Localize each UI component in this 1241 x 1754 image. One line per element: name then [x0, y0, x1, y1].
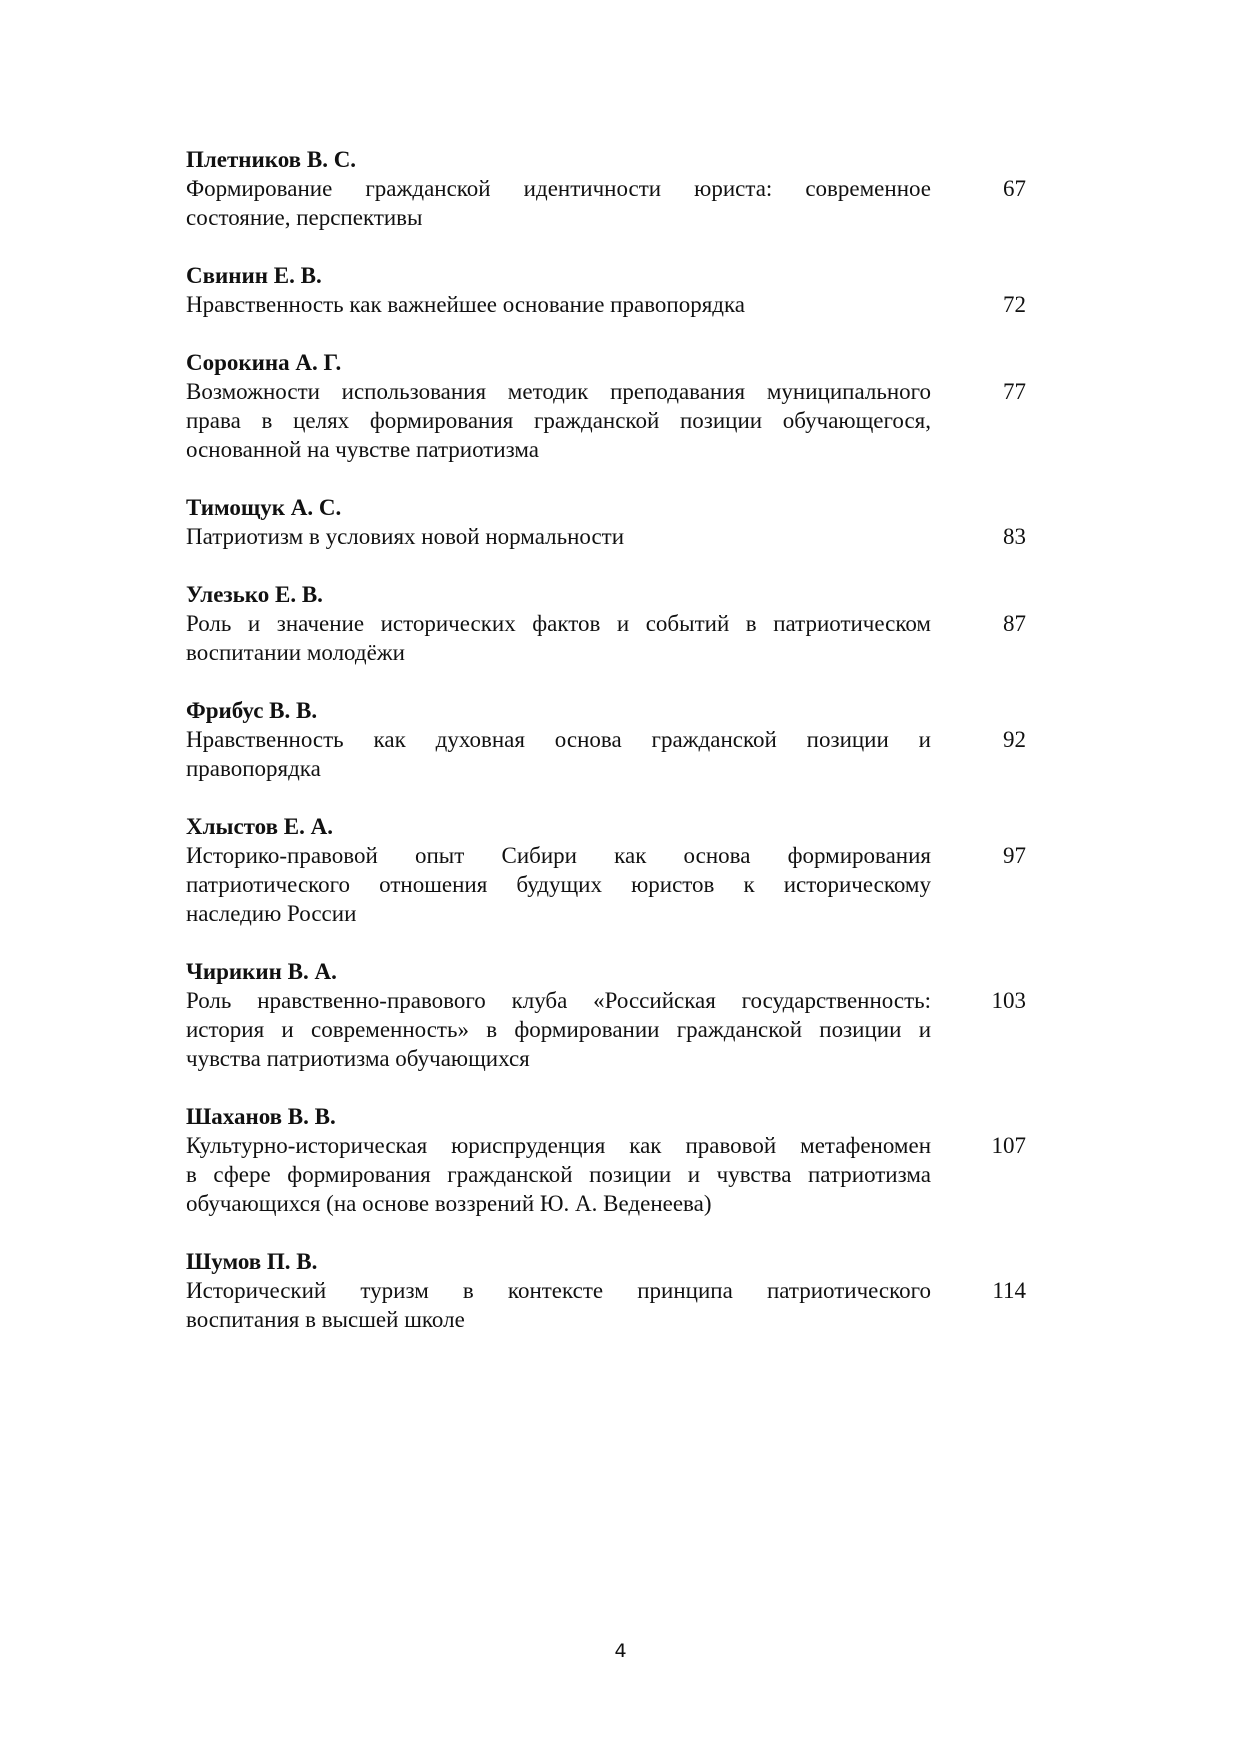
toc-entry-row [186, 986, 1026, 1073]
toc-entry-author: Сорокина А. Г. [186, 350, 342, 375]
toc-entry-page: 67 [1003, 176, 1026, 201]
toc-entry-title [186, 290, 931, 319]
toc-entry-title [186, 377, 931, 464]
toc-entry-row [186, 1131, 1026, 1218]
toc-entry-title [186, 174, 931, 232]
toc-entry-author: Шаханов В. В. [186, 1104, 336, 1129]
toc-entry-title-line: наследию России [186, 901, 357, 926]
toc-entry-title-line: в сфере формирования гражданской позиции и чувства патриотизма [186, 1162, 931, 1187]
toc-entry-page: 87 [1003, 611, 1026, 636]
toc-entry [186, 957, 1026, 1073]
toc-entry-row [186, 609, 1026, 667]
toc-entry-row [186, 841, 1026, 928]
toc-entry [186, 493, 1026, 551]
toc-entry [186, 145, 1026, 232]
table-of-contents [186, 145, 1026, 1363]
toc-entry-page: 103 [991, 988, 1026, 1013]
toc-entry-title-line: Нравственность как духовная основа гражданской позиции и [186, 727, 931, 752]
toc-entry [186, 812, 1026, 928]
toc-entry-title-line: воспитании молодёжи [186, 640, 405, 665]
toc-entry-page: 77 [1003, 379, 1026, 404]
toc-entry-title-line: Нравственность как важнейшее основание правопорядка [186, 292, 746, 317]
toc-entry-title-line: права в целях формирования гражданской позиции обучающегося, [186, 408, 931, 433]
toc-entry-author: Плетников В. С. [186, 147, 357, 172]
toc-entry-title-line: воспитания в высшей школе [186, 1307, 465, 1332]
toc-entry-title-line: правопорядка [186, 756, 321, 781]
toc-entry-title-line: патриотического отношения будущих юристов к историческому [186, 872, 931, 897]
toc-entry-author: Улезько Е. В. [186, 582, 323, 607]
toc-entry-page: 92 [1003, 727, 1026, 752]
page-number: 4 [614, 1640, 627, 1662]
toc-entry [186, 348, 1026, 464]
toc-entry-row [186, 377, 1026, 464]
toc-entry-title-line: Роль нравственно-правового клуба «Российская государственность: [186, 988, 931, 1013]
toc-entry-title [186, 609, 931, 667]
toc-entry-title-line: Формирование гражданской идентичности юриста: современное [186, 176, 931, 201]
toc-entry-title-line: состояние, перспективы [186, 205, 423, 230]
toc-entry [186, 261, 1026, 319]
toc-entry-title [186, 841, 931, 928]
toc-entry-title [186, 725, 931, 783]
toc-entry [186, 580, 1026, 667]
toc-entry-title-line: Культурно-историческая юриспруденция как правовой метафеномен [186, 1133, 931, 1158]
toc-entry-page: 114 [992, 1278, 1026, 1303]
toc-entry-author: Чирикин В. А. [186, 959, 337, 984]
toc-entry-title-line: Исторический туризм в контексте принципа патриотического [186, 1278, 931, 1303]
toc-entry [186, 1102, 1026, 1218]
toc-entry-title-line: история и современность» в формировании гражданской позиции и [186, 1017, 931, 1042]
toc-entry-author: Фрибус В. В. [186, 698, 318, 723]
toc-entry-row [186, 174, 1026, 232]
toc-entry-page: 83 [1003, 524, 1026, 549]
toc-entry-title-line: Роль и значение исторических фактов и событий в патриотическом [186, 611, 931, 636]
toc-entry-row [186, 725, 1026, 783]
toc-entry-title [186, 1131, 931, 1218]
toc-entry-title [186, 986, 931, 1073]
toc-entry-row [186, 522, 1026, 551]
toc-entry-title-line: Историко-правовой опыт Сибири как основа формирования [186, 843, 931, 868]
toc-entry-row [186, 1276, 1026, 1334]
toc-entry-title [186, 1276, 931, 1334]
toc-entry-author: Тимощук А. С. [186, 495, 342, 520]
toc-entry-title [186, 522, 931, 551]
toc-entry-title-line: Патриотизм в условиях новой нормальности [186, 524, 625, 549]
toc-entry-author: Шумов П. В. [186, 1249, 318, 1274]
toc-entry [186, 696, 1026, 783]
toc-entry-page: 107 [991, 1133, 1026, 1158]
toc-entry-page: 72 [1003, 292, 1026, 317]
toc-entry-row [186, 290, 1026, 319]
toc-entry-page: 97 [1003, 843, 1026, 868]
toc-entry-author: Хлыстов Е. А. [186, 814, 333, 839]
toc-entry-title-line: чувства патриотизма обучающихся [186, 1046, 530, 1071]
toc-entry-title-line: Возможности использования методик преподавания муниципального [186, 379, 931, 404]
toc-entry-title-line: обучающихся (на основе воззрений Ю. А. Веденеева) [186, 1191, 712, 1216]
toc-entry-author: Свинин Е. В. [186, 263, 322, 288]
toc-entry [186, 1247, 1026, 1334]
toc-entry-title-line: основанной на чувстве патриотизма [186, 437, 540, 462]
